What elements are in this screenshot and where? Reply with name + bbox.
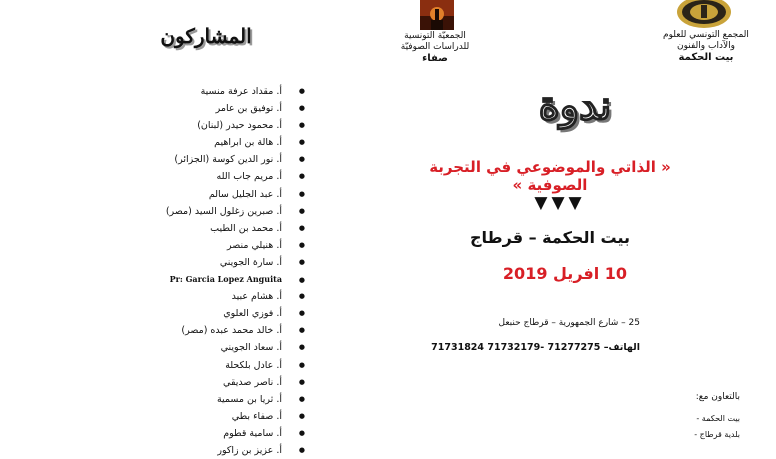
participant-item bbox=[68, 220, 308, 237]
participant-item bbox=[68, 186, 308, 203]
partner-item: بيت الحكمة - bbox=[696, 414, 740, 423]
participant-name: أ. مريم جاب الله bbox=[216, 171, 282, 183]
bullet-icon: ● bbox=[298, 360, 305, 369]
partner-label: بيت الحكمة bbox=[701, 414, 740, 423]
participant-name: أ. صفاء بطي bbox=[231, 410, 282, 422]
participant-item bbox=[68, 151, 308, 168]
bullet-icon: ● bbox=[298, 292, 305, 301]
participant-name: أ. هنيلي منصر bbox=[227, 239, 282, 251]
participant-item bbox=[68, 168, 308, 185]
participant-item bbox=[68, 322, 308, 339]
bullet-icon: ● bbox=[298, 104, 305, 113]
bullet-icon: ● bbox=[298, 87, 305, 95]
participant-name: أ. عبد الجليل سالم bbox=[208, 188, 282, 200]
participant-name: أ. ثريا بن مسمية bbox=[216, 393, 282, 405]
bullet-icon: ● bbox=[298, 240, 305, 249]
participant-name: أ. خالد محمد عبده (مصر) bbox=[181, 325, 282, 337]
participant-name: أ. مقداد عرفة منسية bbox=[200, 86, 282, 97]
bullet-icon: ● bbox=[298, 121, 305, 130]
participant-name: أ. محمد بن الطيب bbox=[210, 222, 282, 234]
participant-item bbox=[68, 305, 308, 322]
bullet-icon: ● bbox=[298, 445, 305, 454]
sufi-org-short-name: صفاء bbox=[422, 53, 448, 64]
sufi-association-name bbox=[380, 31, 490, 64]
participant-item bbox=[68, 254, 308, 271]
participant-item bbox=[68, 237, 308, 254]
participant-name: أ. سارة الجويني bbox=[219, 256, 282, 268]
sufi-association-logo bbox=[420, 0, 454, 30]
bullet-icon: ● bbox=[298, 343, 305, 352]
participant-name: أ. ناصر صديقي bbox=[223, 376, 282, 388]
bullet-icon: ● bbox=[298, 275, 305, 285]
bullet-icon: ● bbox=[298, 326, 305, 335]
participant-item bbox=[68, 288, 308, 305]
participant-item bbox=[68, 357, 308, 374]
bullet-icon: ● bbox=[298, 155, 305, 164]
bullet-icon: ● bbox=[298, 138, 305, 147]
sufi-org-line2: للدراسات الصوفيّة bbox=[400, 42, 470, 52]
participant-name: أ. نور الدين كوسة (الجزائر) bbox=[174, 154, 282, 166]
bullet-icon: ● bbox=[298, 189, 305, 198]
event-venue: بيت الحكمة – قرطاج bbox=[470, 228, 630, 247]
beit-al-hikma-seal bbox=[676, 0, 732, 28]
participant-item bbox=[68, 408, 308, 425]
event-date: 10 افريل 2019 bbox=[502, 264, 628, 283]
bullet-icon: ● bbox=[298, 411, 305, 420]
participant-name: أ. عادل بلكحلة bbox=[225, 359, 282, 371]
bullet-icon: ● bbox=[298, 223, 305, 232]
participant-item bbox=[68, 271, 308, 288]
partner-label: بلدية قرطاج bbox=[699, 430, 740, 439]
bullet-icon: ● bbox=[298, 377, 305, 386]
participants-list bbox=[68, 83, 308, 459]
participant-name: أ. صبرين زغلول السيد (مصر) bbox=[165, 205, 282, 217]
sufi-org-line1: الجمعيّة التونسية bbox=[404, 31, 466, 41]
participant-name: أ. هشام عبيد bbox=[231, 291, 282, 303]
participant-item bbox=[68, 374, 308, 391]
event-address: 25 – شارع الجمهورية – قرطاج حنبعل bbox=[498, 318, 640, 328]
participant-item bbox=[68, 425, 308, 442]
bullet-icon: ● bbox=[298, 172, 305, 181]
participant-name: أ. سعاد الجويني bbox=[220, 342, 282, 354]
triangle-divider-icon: ▼▼▼ bbox=[534, 193, 586, 213]
participant-name: أ. فوزي العلوي bbox=[223, 308, 282, 320]
participant-item bbox=[68, 134, 308, 151]
bullet-icon: ● bbox=[298, 206, 305, 215]
event-phone: الهاتف– 71277275 -71732179 71731824 bbox=[431, 342, 640, 353]
participant-item bbox=[68, 339, 308, 356]
participant-item bbox=[68, 203, 308, 220]
bullet-icon: ● bbox=[298, 257, 305, 266]
bullet-icon: ● bbox=[298, 428, 305, 437]
partner-item: بلدية قرطاج - bbox=[694, 430, 740, 439]
participants-heading: المشاركون bbox=[160, 24, 252, 48]
participant-name: أ. عزيز بن زاكور bbox=[217, 444, 282, 456]
hikma-org-line2: والآداب والفنون bbox=[677, 41, 735, 51]
participant-name: أ. محمود حيدر (لبنان) bbox=[197, 120, 282, 132]
event-title: ندوة bbox=[538, 82, 612, 129]
participant-item bbox=[68, 442, 308, 459]
hikma-org-short-name: بيت الحكمة bbox=[678, 52, 734, 63]
participant-name: أ. سامية قطوم bbox=[223, 427, 282, 439]
partners-heading: بالتعاون مع: bbox=[695, 392, 740, 402]
participant-name: أ. توفيق بن عامر bbox=[215, 103, 282, 115]
bullet-icon: ● bbox=[298, 394, 305, 403]
participant-item bbox=[68, 83, 308, 100]
bullet-icon: ● bbox=[298, 309, 305, 318]
hikma-org-line1: المجمع التونسي للعلوم bbox=[663, 30, 749, 40]
participant-item bbox=[68, 117, 308, 134]
participant-item bbox=[68, 391, 308, 408]
participant-item bbox=[68, 100, 308, 117]
participant-name: Pr: Garcia Lopez Anguita bbox=[169, 274, 282, 285]
event-subtitle: « الذاتي والموضوعي في التجربة الصوفية » bbox=[429, 158, 671, 194]
participant-name: أ. هالة بن ابراهيم bbox=[214, 137, 282, 149]
beit-al-hikma-name bbox=[650, 30, 762, 63]
